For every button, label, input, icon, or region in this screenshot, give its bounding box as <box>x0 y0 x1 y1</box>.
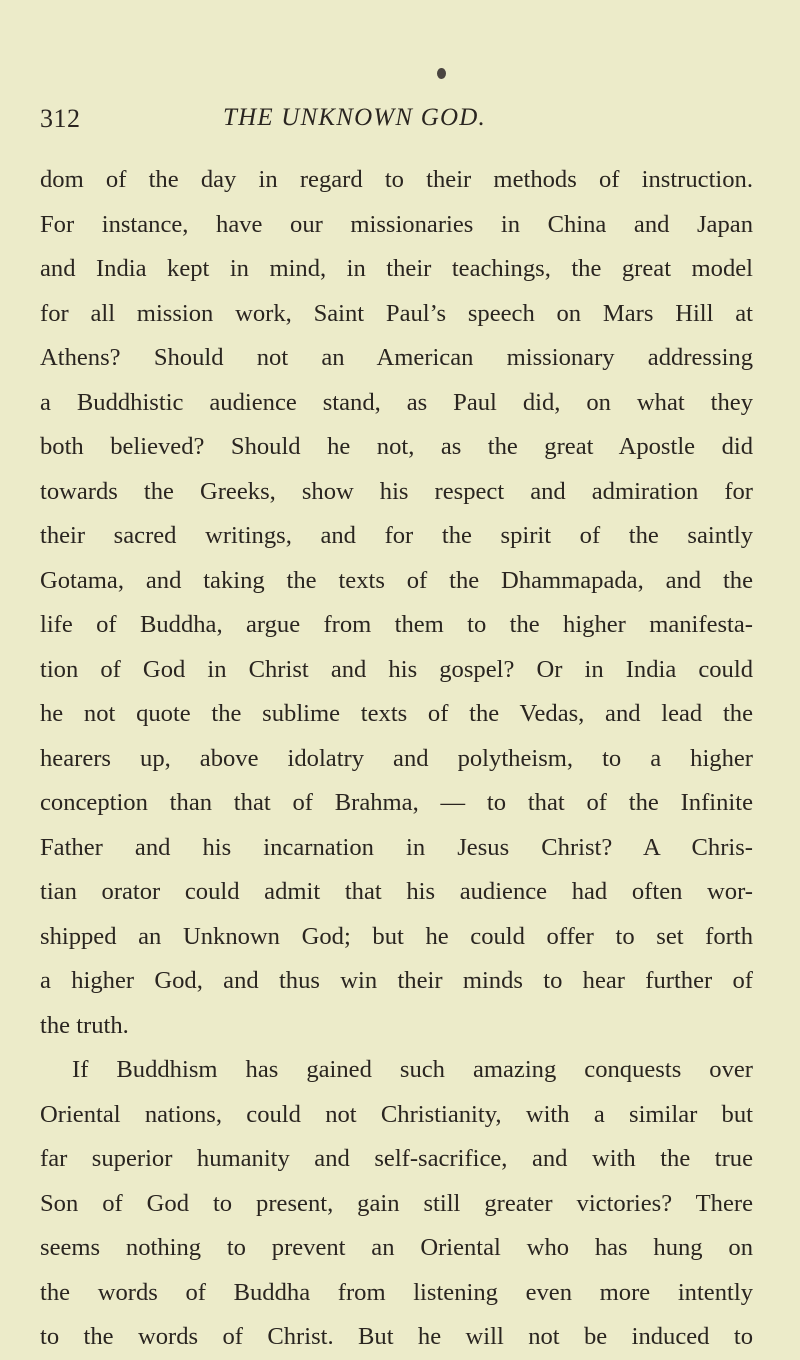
text-line: tion of God in Christ and his gospel? Or in India could <box>40 655 753 683</box>
running-title: THE UNKNOWN GOD. <box>223 104 486 131</box>
text-line: for all mission work, Saint Paul’s speech on Mars Hill at <box>40 299 753 327</box>
text-line: their sacred writings, and for the spirit of the saintly <box>40 522 753 549</box>
text-line: Father and his incarnation in Jesus Christ? A Chris- <box>40 833 753 861</box>
text-line: to the words of Christ. But he will not be induced to <box>40 1323 753 1350</box>
text-line: a higher God, and thus win their minds to hear further of <box>40 967 753 994</box>
text-line: Athens? Should not an American missionary addressing <box>40 344 753 371</box>
ink-speck <box>437 68 446 79</box>
body-text <box>40 158 753 1360</box>
text-line: life of Buddha, argue from them to the higher manifesta- <box>40 611 753 638</box>
text-line: For instance, have our missionaries in China and Japan <box>40 210 753 238</box>
text-line: Oriental nations, could not Christianity, with a similar but <box>40 1100 753 1128</box>
text-line: hearers up, above idolatry and polytheism, to a higher <box>40 744 753 772</box>
text-line: dom of the day in regard to their methods of instruction. <box>40 166 753 193</box>
text-line: and India kept in mind, in their teachings, the great model <box>40 255 753 282</box>
page-number: 312 <box>40 104 81 133</box>
running-head <box>0 104 800 144</box>
text-line: far superior humanity and self-sacrifice, and with the true <box>40 1145 753 1172</box>
text-line: tian orator could admit that his audience had often wor- <box>40 878 753 905</box>
text-line: seems nothing to prevent an Oriental who has hung on <box>40 1234 753 1261</box>
text-line: both believed? Should he not, as the great Apostle did <box>40 433 753 460</box>
text-line: towards the Greeks, show his respect and admiration for <box>40 477 753 505</box>
text-line: conception than that of Brahma, — to that of the Infinite <box>40 789 753 816</box>
text-line: Gotama, and taking the texts of the Dhammapada, and the <box>40 566 753 594</box>
text-line: shipped an Unknown God; but he could offer to set forth <box>40 922 753 950</box>
text-line: Son of God to present, gain still greater victories? There <box>40 1189 753 1217</box>
text-line: a Buddhistic audience stand, as Paul did, on what they <box>40 388 753 416</box>
text-line: he not quote the sublime texts of the Vedas, and lead the <box>40 700 753 727</box>
paragraph-end-line: the truth. <box>40 1011 129 1039</box>
paragraph-start-line: If Buddhism has gained such amazing conquests over <box>72 1056 753 1083</box>
text-line: the words of Buddha from listening even more intently <box>40 1278 753 1306</box>
